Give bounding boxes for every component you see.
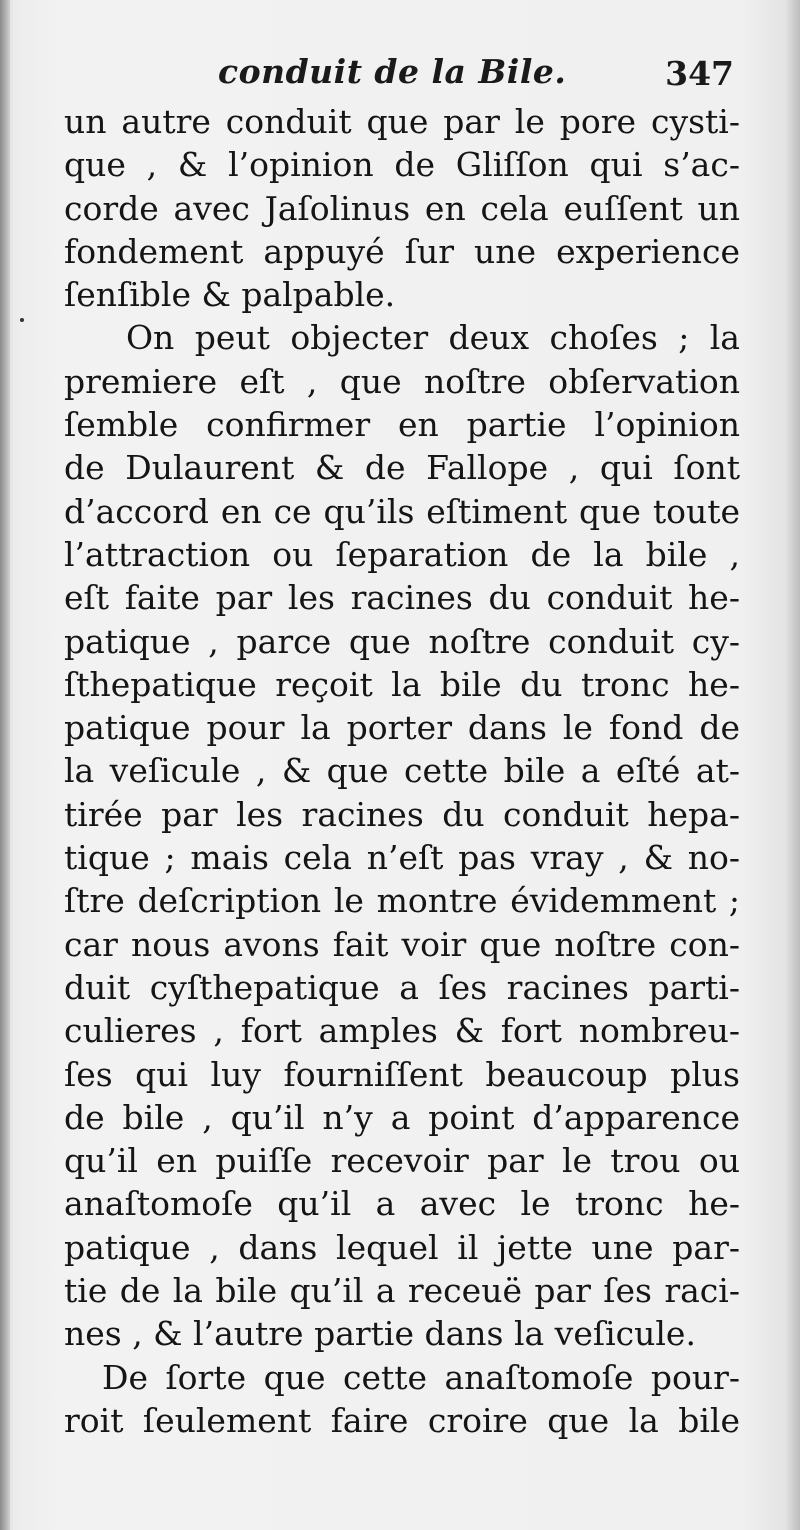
text-line: roit ſeulement faire croire que la bile <box>64 1400 740 1440</box>
text-line: ſenſible & palpable. <box>64 275 396 315</box>
text-line: car nous avons fait voir que noſtre con- <box>64 924 740 964</box>
text-line: de Dulaurent & de Fallope , qui ſont <box>64 448 740 488</box>
body-text <box>64 100 740 1442</box>
text-line: patique pour la porter dans le fond de <box>64 708 740 748</box>
running-title: conduit de la Bile. <box>218 52 567 91</box>
text-line: patique , dans lequel il jette une par- <box>64 1227 740 1267</box>
text-line: de bile , qu’il n’y a point d’apparence <box>64 1097 740 1137</box>
paragraph-start-line: On peut objecter deux choſes ; la <box>126 318 740 358</box>
text-line: corde avec Jaſolinus en cela euſſent un <box>64 188 740 228</box>
text-line: ſes qui luy fourniſſent beaucoup plus <box>64 1054 740 1094</box>
paragraph-start-line: De ſorte que cette anaſtomoſe pour- <box>102 1357 740 1397</box>
text-line: l’attraction ou ſeparation de la bile , <box>64 534 740 574</box>
text-line: duit cyſthepatique a ſes racines parti- <box>64 967 740 1007</box>
page-gutter-shadow <box>0 0 10 1530</box>
text-line: tirée par les racines du conduit hepa- <box>64 794 740 834</box>
ink-speck <box>20 318 24 322</box>
text-line: qu’il en puiſſe recevoir par le trou ou <box>64 1141 740 1181</box>
text-line: nes , & l’autre partie dans la veſicule. <box>64 1314 696 1354</box>
text-line: eſt faite par les racines du conduit he- <box>64 578 740 618</box>
text-line: tie de la bile qu’il a receuë par ſes raci- <box>64 1271 740 1311</box>
text-line: patique , parce que noſtre conduit cy- <box>64 621 740 661</box>
page-number: 347 <box>665 54 734 93</box>
text-line: que , & l’opinion de Gliſſon qui s’ac- <box>64 145 740 185</box>
text-line: anaſtomoſe qu’il a avec le tronc he- <box>64 1184 740 1224</box>
text-line: un autre conduit que par le pore cysti- <box>64 102 740 141</box>
text-line: tique ; mais cela n’eſt pas vray , & no- <box>64 838 740 878</box>
text-line: ſemble confirmer en partie l’opinion <box>64 405 740 445</box>
text-line: ſtre deſcription le montre évidemment ; <box>64 881 740 921</box>
text-line: d’accord en ce qu’ils eſtiment que toute <box>64 491 740 531</box>
page-header <box>60 52 740 102</box>
text-line: premiere eſt , que noſtre obſervation <box>64 361 740 401</box>
text-line: culieres , fort amples & fort nombreu- <box>64 1011 740 1051</box>
text-line: fondement appuyé ſur une experience <box>64 231 740 271</box>
text-line: ſthepatique reçoit la bile du tronc he- <box>64 664 740 704</box>
text-line: la veſicule , & que cette bile a eſté at- <box>64 751 740 791</box>
